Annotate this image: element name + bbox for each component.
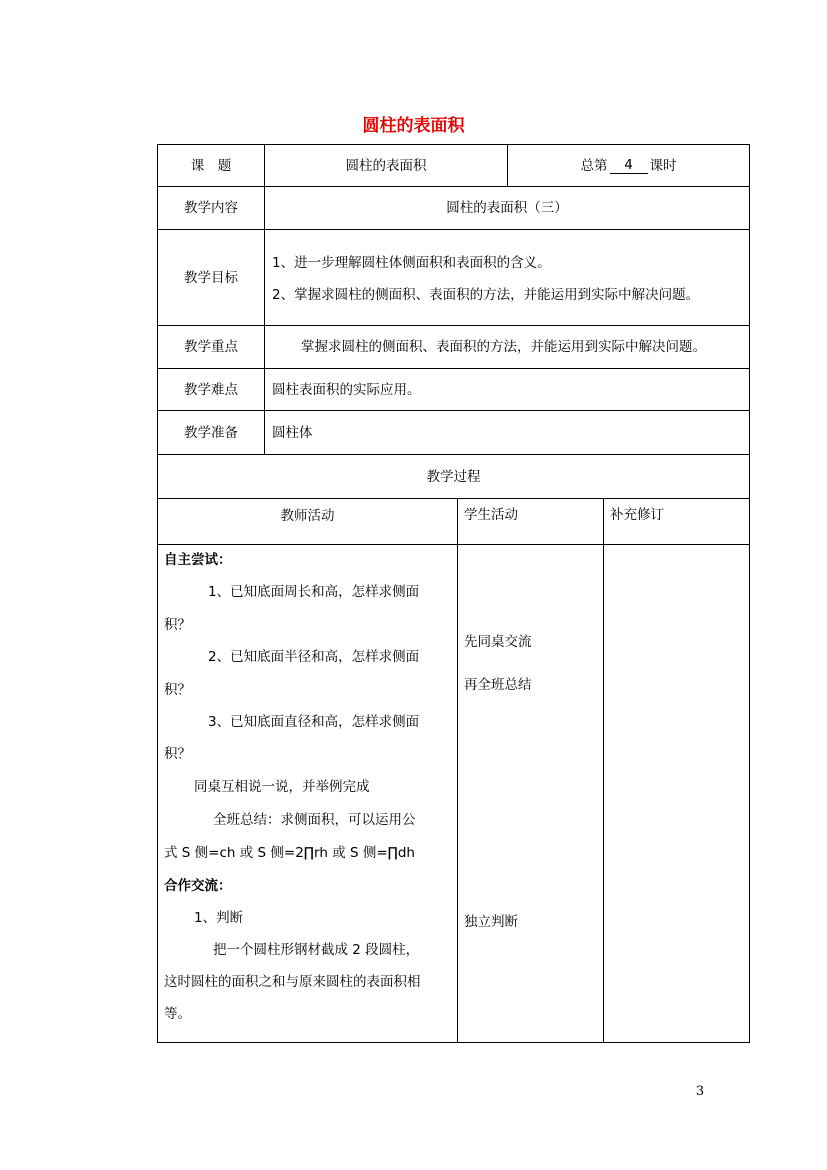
column-header-teacher: 教师活动 (280, 508, 335, 524)
focus-value: 掌握求圆柱的侧面积、表面积的方法，并能运用到实际中解决问题。 (301, 339, 706, 355)
summary-text: 全班总结：求侧面积，可以运用公 (213, 812, 416, 828)
content-value: 圆柱的表面积（三） (446, 200, 568, 216)
self-try-heading: 自主尝试： (164, 552, 232, 568)
goal-item: 1、进一步理解圆柱体侧面积和表面积的含义。 (272, 255, 551, 271)
goal-item: 2、掌握求圆柱的侧面积、表面积的方法，并能运用到实际中解决问题。 (272, 287, 700, 303)
table-border (457, 498, 458, 1043)
total-lessons (508, 145, 749, 186)
table-border (749, 144, 750, 1043)
judge-text: 等。 (164, 1006, 191, 1022)
cooperation-heading: 合作交流： (164, 878, 232, 894)
table-border (157, 544, 750, 545)
student-activity-text: 独立判断 (464, 914, 518, 930)
label-difficulty: 教学难点 (184, 381, 238, 398)
label-preparation: 教学准备 (184, 424, 238, 441)
question-text: 1、已知底面周长和高，怎样求侧面 (208, 584, 420, 600)
column-header-student: 学生活动 (464, 507, 518, 523)
preparation-value: 圆柱体 (272, 424, 313, 441)
question-text: 积？ (164, 617, 191, 633)
judge-text: 把一个圆柱形钢材截成 2 段圆柱， (213, 942, 420, 958)
judge-text: 这时圆柱的面积之和与原来圆柱的表面积相 (164, 974, 421, 990)
page-number: 3 (695, 1084, 705, 1099)
desk-mate-text: 同桌互相说一说，并举例完成 (194, 779, 370, 795)
question-text: 2、已知底面半径和高，怎样求侧面 (208, 649, 420, 665)
label-topic: 课 题 (190, 157, 232, 174)
label-goals: 教学目标 (184, 269, 238, 286)
question-text: 3、已知底面直径和高，怎样求侧面 (208, 714, 420, 730)
process-heading: 教学过程 (426, 468, 481, 485)
total-prefix: 总第 (580, 157, 608, 174)
student-activity-text: 再全班总结 (464, 677, 532, 693)
label-content: 教学内容 (184, 200, 238, 216)
question-text: 积？ (164, 682, 191, 698)
formula-text: 式 S 侧=ch 或 S 侧=2∏rh 或 S 侧=∏dh (164, 845, 415, 861)
table-border (603, 498, 604, 1043)
difficulty-value: 圆柱表面积的实际应用。 (272, 381, 421, 398)
table-border (157, 1042, 750, 1043)
document-title: 圆柱的表面积 (362, 116, 465, 136)
student-activity-text: 先同桌交流 (464, 634, 532, 650)
question-text: 积？ (164, 746, 191, 762)
topic-value: 圆柱的表面积 (345, 157, 427, 174)
total-suffix: 课时 (649, 157, 677, 174)
column-header-revision: 补充修订 (610, 507, 664, 523)
label-focus: 教学重点 (184, 339, 238, 355)
lesson-number: 4 (610, 157, 648, 174)
judge-heading: 1、判断 (194, 910, 244, 926)
